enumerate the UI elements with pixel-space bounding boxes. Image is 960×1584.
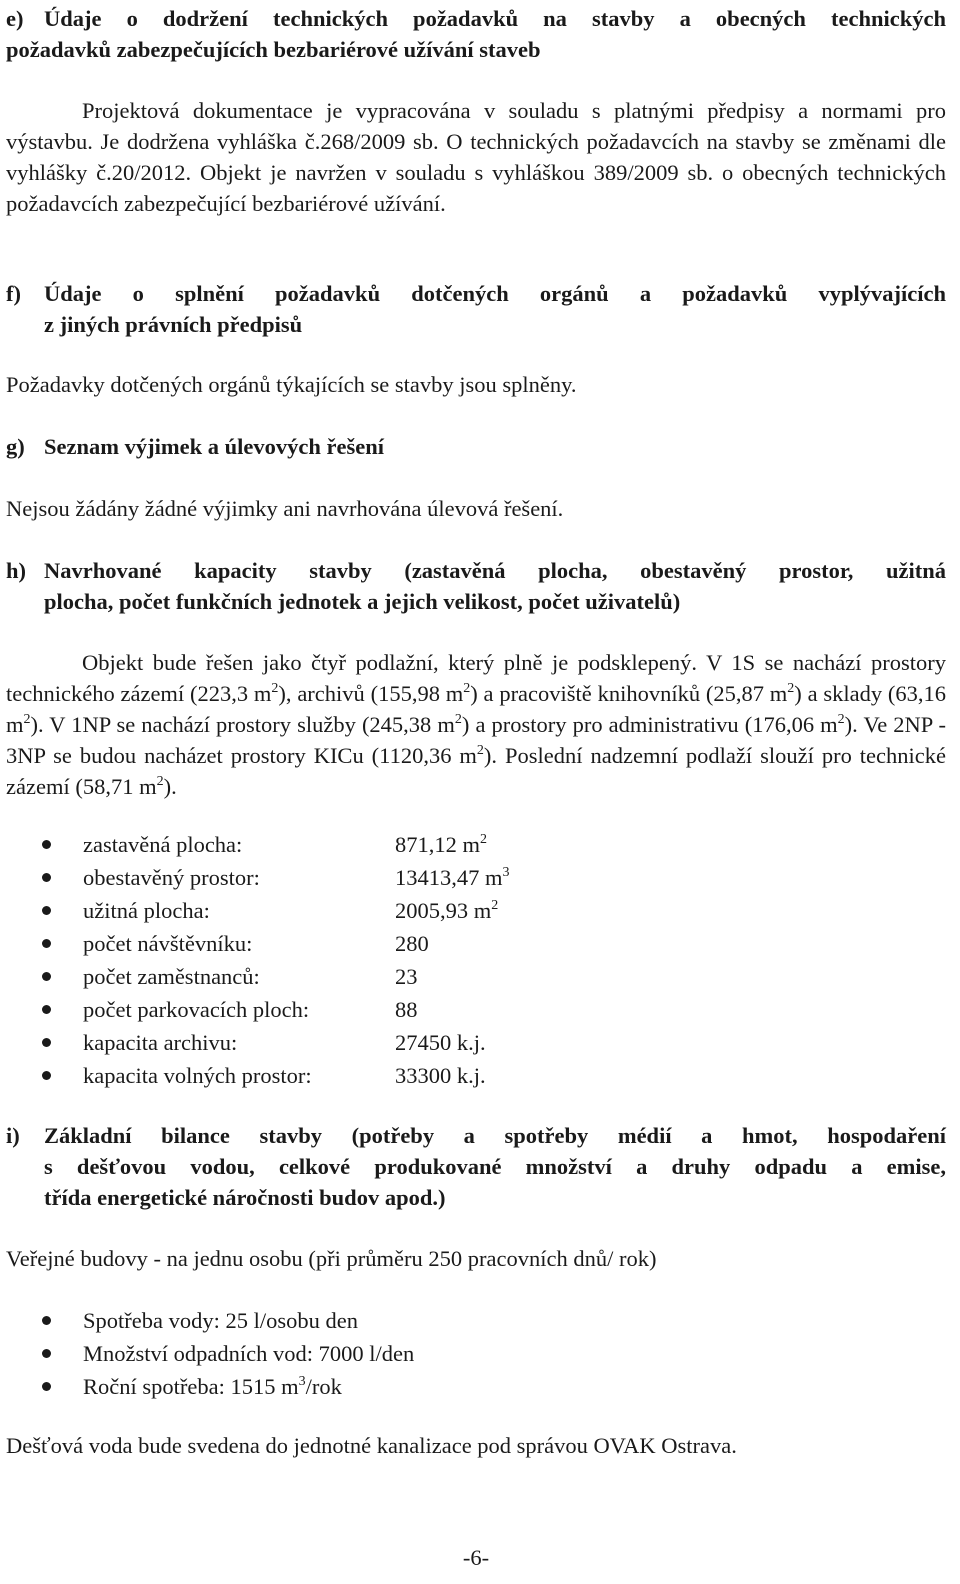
bullet-icon [42,1316,51,1325]
capacity-item: zastavěná plocha: 871,12 $m^2$ [6,828,946,861]
bullet-icon [42,840,51,849]
section-e-title-line1: Údaje o dodržení technických požadavků na stavby a obecných technických [44,6,946,31]
section-f-title [44,278,946,340]
section-h-title-line2: plocha, počet funkčních jednotek a jejich velikost, počet uživatelů) [44,589,681,614]
section-h-heading [6,555,946,617]
section-i-title-line1: Základní bilance stavby (potřeby a spotřeby médií a hmot, hospodaření [44,1123,946,1148]
consumption-item: Roční spotřeba: 1515 $m^3$/rok [6,1370,946,1403]
section-h-title-line1: Navrhované kapacity stavby (zastavěná plocha, obestavěný prostor, užitná [44,558,946,583]
bullet-icon [42,1349,51,1358]
bullet-icon [42,873,51,882]
section-i-title-line2: s dešťovou vodou, celkové produkované množství a druhy odpadu a emise, [44,1154,946,1179]
bullet-icon [42,972,51,981]
section-g-label: g) [6,434,25,459]
bullet-icon [42,1038,51,1047]
capacity-item: počet zaměstnanců: 23 [6,960,946,993]
section-e-title-line2: požadavků zabezpečujících bezbariérové užívání staveb [6,37,541,62]
capacity-item: kapacita archivu: 27450 k.j. [6,1026,946,1059]
section-f-heading [6,278,946,340]
consumption-item: Spotřeba vody: 25 l/osobu den [6,1304,946,1337]
bullet-icon [42,1382,51,1391]
section-f-title-line1: Údaje o splnění požadavků dotčených orgánů a požadavků vyplývajících [44,281,946,306]
capacity-item: obestavěný prostor: 13413,47 $m^3$ [6,861,946,894]
consumption-item: Množství odpadních vod: 7000 l/den [6,1337,946,1370]
section-i-intro: Veřejné budovy - na jednu osobu (při průměru 250 pracovních dnů/ rok) [6,1246,657,1271]
section-i-title [44,1120,946,1213]
capacity-item: počet parkovacích ploch: 88 [6,993,946,1026]
section-g-title: Seznam výjimek a úlevových řešení [44,434,384,459]
capacity-item: kapacita volných prostor: 33300 k.j. [6,1059,946,1092]
capacity-item: počet návštěvníku: 280 [6,927,946,960]
section-i-heading [6,1120,946,1213]
section-f-title-line2: z jiných právních předpisů [44,312,303,337]
document-page [6,0,946,1584]
section-h-title [44,555,946,617]
consumption-list [6,1304,946,1403]
section-e-label: e) [6,6,24,31]
section-h-label: h) [6,558,27,583]
capacity-item: užitná plocha: 2005,93 $m^2$ [6,894,946,927]
section-g-text: Nejsou žádány žádné výjimky ani navrhována úlevová řešení. [6,496,564,521]
bullet-icon [42,1005,51,1014]
bullet-icon [42,1071,51,1080]
section-f-text: Požadavky dotčených orgánů týkajících se stavby jsou splněny. [6,372,577,397]
section-e-title [6,3,946,65]
bullet-icon [42,939,51,948]
section-e-text: Projektová dokumentace je vypracována v souladu s platnými předpisy a normami pro výstavbu. Je dodržena vyhláška č.268/2009 sb. O technických požadavcích na stavby se změnami dle vyhlášky č.20/2012. Objekt je navržen v souladu s vyhláškou 389/2009 sb. o obecných technických požadavcích zabezpečující bezbariérové užívání. [6,98,946,216]
capacity-list [6,828,946,1092]
section-h-text: Objekt bude řešen jako čtyř podlažní, který plně je podsklepený. V 1S se nachází prostory technického zázemí (223,3 $m^2$), archivů (155,98 $m^2$) a pracoviště knihovníků (25,87 $m^2$) a sklady (63,16 $m^2$). V 1NP se nachází prostory služby (245,38 $m^2$) a prostory pro administrativu (176,06 $m^2$). Ve 2NP - 3NP se budou nacházet prostory KICu (1120,36 $m^2$). Poslední nadzemní podlaží slouží pro technické zázemí (58,71 $m^2$). [6,650,946,799]
section-i-closing: Dešťová voda bude svedena do jednotné kanalizace pod správou OVAK Ostrava. [6,1433,737,1458]
section-i-title-line3: třída energetické náročnosti budov apod.) [44,1185,446,1210]
bullet-icon [42,906,51,915]
section-i-label: i) [6,1123,20,1148]
page-number: -6- [462,1545,490,1570]
section-e-heading [6,3,946,65]
section-g-heading [6,431,946,462]
section-f-label: f) [6,281,21,306]
